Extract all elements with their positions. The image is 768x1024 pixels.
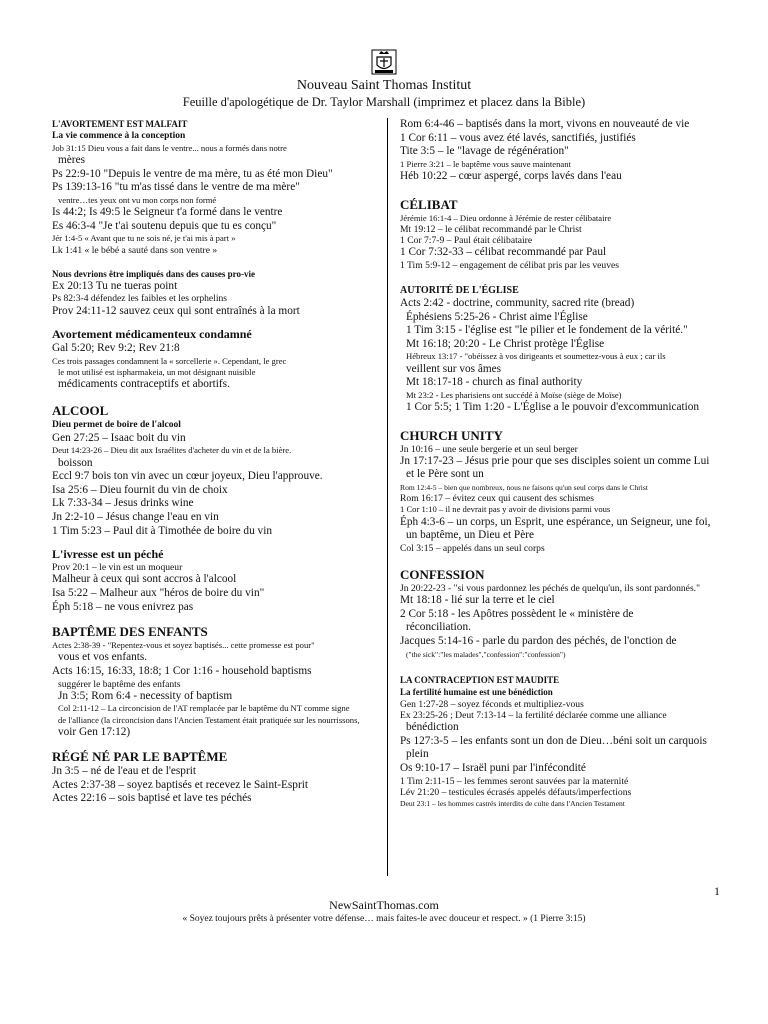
left-column <box>52 118 370 806</box>
verse-line: voir Gen 17:12) <box>58 725 131 738</box>
verse-line: Éphésiens 5:25-26 - Christ aime l'Église <box>406 310 588 323</box>
verse-line: 2 Cor 5:18 - les Apôtres possèdent le « ministère de <box>400 607 634 620</box>
verse-line: Rom 12:4-5 – bien que nombreux, nous ne faisons qu'un seul corps dans le Christ <box>400 482 648 492</box>
verse-line: mères <box>58 154 85 167</box>
verse-line: Es 46:3-4 "Je t'ai soutenu depuis que tu es conçu" <box>52 219 277 232</box>
verse-line: Deut 14:23-26 – Dieu dit aux Israélites d'acheter du vin et de la bière. <box>52 445 292 456</box>
verse-line: ventre…tes yeux ont vu mon corps non formé <box>58 194 217 205</box>
verse-line: Acts 16:15, 16:33, 18:8; 1 Cor 1:16 - household baptisms <box>52 664 312 677</box>
section-heading-drunkenness: L'ivresse est un péché <box>52 547 164 562</box>
document-title: Nouveau Saint Thomas Institut <box>296 78 472 93</box>
right-column <box>400 118 730 809</box>
verse-line: Actes 22:16 – sois baptisé et lave tes péchés <box>52 792 252 805</box>
seal-crest-icon <box>370 48 398 76</box>
verse-line: Lk 1:41 « le bébé a sauté dans son ventre » <box>52 244 218 256</box>
verse-line: et le Père sont un <box>406 468 484 481</box>
verse-line: Ces trois passages condamnent la « sorcellerie ». Cependant, le grec <box>52 355 287 366</box>
verse-line: 1 Cor 5:5; 1 Tim 1:20 - L'Église a le pouvoir d'excommunication <box>406 400 700 413</box>
verse-line: Prov 24:11-12 sauvez ceux qui sont entraînés à la mort <box>52 304 300 317</box>
verse-line: Jn 17:17-23 – Jésus prie pour que ses disciples soient un comme Lui <box>400 454 710 467</box>
verse-line: Os 9:10-17 – Israël puni par l'infécondité <box>400 761 586 774</box>
verse-line: bénédiction <box>406 721 459 734</box>
verse-line: Rom 6:4-46 – baptisés dans la mort, vivons en nouveauté de vie <box>400 118 690 130</box>
verse-line: Lk 7:33-34 – Jesus drinks wine <box>52 497 194 510</box>
verse-line: Jn 2:2-10 – Jésus change l'eau en vin <box>52 510 219 523</box>
verse-line: Actes 2:37-38 – soyez baptisés et recevez le Saint-Esprit <box>52 778 308 791</box>
verse-line: médicaments contraceptifs et abortifs. <box>58 378 230 391</box>
verse-line: 1 Cor 7:32-33 – célibat recommandé par Paul <box>400 246 607 259</box>
verse-line: un baptême, un Dieu et Père <box>406 529 534 542</box>
verse-line: Ex 20:13 Tu ne tueras point <box>52 279 178 292</box>
verse-line: Jn 20:22-23 - "si vous pardonnez les péchés de quelqu'un, ils sont pardonnés." <box>400 582 700 594</box>
verse-line: ("the sick":"les malades","confession":"confession") <box>406 649 566 659</box>
verse-line: Tite 3:5 – le "lavage de régénération" <box>400 145 569 158</box>
column-divider <box>387 118 388 876</box>
verse-line: Hébreux 13:17 - "obéissez à vos dirigeants et soumettez-vous à eux ; car ils <box>406 351 666 362</box>
verse-line: boisson <box>58 456 93 469</box>
verse-line: Col 2:11-12 – La circoncision de l'AT remplacée par le baptême du NT comme signe <box>58 703 350 714</box>
verse-line: Jérémie 16:1-4 – Dieu ordonne à Jérémie de rester célibataire <box>400 212 612 223</box>
verse-line: Deut 23:1 – les hommes castrés interdits de culte dans l'Ancien Testament <box>400 798 625 808</box>
verse-line: Mt 18:17-18 - church as final authority <box>406 376 583 389</box>
verse-line: suggérer le baptême des enfants <box>58 678 181 690</box>
footer-site-link[interactable]: NewSaintThomas.com <box>329 898 439 912</box>
verse-line: Ps 22:9-10 "Depuis le ventre de ma mère, tu as été mon Dieu" <box>52 167 333 180</box>
section-heading-celibacy: CÉLIBAT <box>400 196 458 212</box>
verse-line: 1 Tim 5:9-12 – engagement de célibat pris par les veuves <box>400 259 620 271</box>
verse-line: 1 Cor 7:7-9 – Paul était célibataire <box>400 234 533 246</box>
footer-quote: « Soyez toujours prêts à présenter votre défense… mais faites-le avec douceur et respect. » (1 Pierre 3:15) <box>182 914 586 924</box>
section-heading-alcohol: ALCOOL <box>52 402 109 418</box>
verse-line: Prov 20:1 – le vin est un moqueur <box>52 562 183 574</box>
verse-line: Mt 19:12 – le célibat recommandé par le Christ <box>400 223 582 235</box>
verse-line: de l'alliance (la circoncision dans l'Ancien Testament était pratiquée sur les nourrissons, <box>58 714 360 725</box>
page-header <box>0 48 768 110</box>
verse-line: Éph 4:3-6 – un corps, un Esprit, une espérance, un Seigneur, une foi, <box>400 515 711 528</box>
verse-line: Gen 1:27-28 – soyez féconds et multipliez-vous <box>400 698 584 710</box>
verse-line: Rom 16:17 – évitez ceux qui causent des schismes <box>400 493 594 505</box>
verse-line: Ps 82:3-4 défendez les faibles et les orphelins <box>52 293 228 305</box>
verse-line: Ps 127:3-5 – les enfants sont un don de Dieu…béni soit un carquois <box>400 734 707 747</box>
verse-line: Mt 18:18 - lié sur la terre et le ciel <box>400 594 555 607</box>
section-heading-pro-life: Nous devrions être impliqués dans des causes pro-vie <box>52 268 255 279</box>
subheading-alcohol-permitted: Dieu permet de boire de l'alcool <box>52 419 181 430</box>
verse-line: Isa 25:6 – Dieu fournit du vin de choix <box>52 483 228 496</box>
verse-line: 1 Tim 2:11-15 – les femmes seront sauvées par la maternité <box>400 775 629 787</box>
verse-line: 1 Cor 6:11 – vous avez été lavés, sanctifiés, justifiés <box>400 131 636 144</box>
section-heading-medical-abortion: Avortement médicamenteux condamné <box>52 327 252 342</box>
section-heading-regeneration: RÉGÉ NÉ PAR LE BAPTÊME <box>52 749 228 765</box>
verse-line: Malheur à ceux qui sont accros à l'alcool <box>52 573 237 586</box>
verse-line: Eccl 9:7 bois ton vin avec un cœur joyeux, Dieu l'approuve. <box>52 470 323 483</box>
verse-line: Col 3:15 – appelés dans un seul corps <box>400 542 545 554</box>
verse-line: Is 44:2; Is 49:5 le Seigneur t'a formé dans le ventre <box>52 206 283 219</box>
verse-line: plein <box>406 748 429 761</box>
section-heading-church-authority: AUTORITÉ DE L'ÉGLISE <box>400 284 519 296</box>
verse-line: Lév 21:20 – testicules écrasés appelés défauts/imperfections <box>400 786 632 798</box>
section-heading-contraception: LA CONTRACEPTION EST MAUDITE <box>400 674 560 685</box>
verse-line: Éph 5:18 – ne vous enivrez pas <box>52 600 194 613</box>
verse-line: 1 Pierre 3:21 – le baptême vous sauve maintenant <box>400 158 571 169</box>
verse-line: Ex 23:25-26 ; Deut 7:13-14 – la fertilité déclarée comme une alliance <box>400 709 667 721</box>
verse-line: Isa 5:22 – Malheur aux "héros de boire du vin" <box>52 586 265 599</box>
page-number: 1 <box>714 884 720 898</box>
section-heading-confession: CONFESSION <box>400 566 485 582</box>
verse-line: veillent sur vos âmes <box>406 362 502 375</box>
verse-line: Jacques 5:14-16 - parle du pardon des péchés, de l'onction de <box>400 634 677 647</box>
verse-line: Jn 3:5 – né de l'eau et de l'esprit <box>52 765 196 778</box>
verse-line: Actes 2:38-39 - "Repentez-vous et soyez baptisés... cette promesse est pour" <box>52 640 315 651</box>
verse-line: Gen 27:25 – Isaac boit du vin <box>52 431 186 444</box>
verse-line: 1 Tim 5:23 – Paul dit à Timothée de boire du vin <box>52 524 272 537</box>
verse-line: Gal 5:20; Rev 9:2; Rev 21:8 <box>52 342 180 355</box>
subheading-fertility-blessing: La fertilité humaine est une bénédiction <box>400 686 553 697</box>
document-subtitle: Feuille d'apologétique de Dr. Taylor Marshall (imprimez et placez dans la Bible) <box>182 95 586 109</box>
verse-line: Jn 10:16 – une seule bergerie et un seul berger <box>400 443 578 455</box>
section-heading-church-unity: CHURCH UNITY <box>400 427 503 443</box>
verse-line: vous et vos enfants. <box>58 651 148 664</box>
section-heading-infant-baptism: BAPTÊME DES ENFANTS <box>52 624 208 640</box>
verse-line: Jn 3:5; Rom 6:4 - necessity of baptism <box>58 689 233 702</box>
verse-line: réconciliation. <box>406 621 471 634</box>
verse-line: Mt 16:18; 20:20 - Le Christ protège l'Église <box>406 337 605 350</box>
verse-line: Jér 1:4-5 « Avant que tu ne sois né, je t'ai mis à part » <box>52 233 236 244</box>
verse-line: le mot utilisé est ispharmakeia, un mot désignant nuisible <box>58 366 256 377</box>
verse-line: Job 31:15 Dieu vous a fait dans le ventre... nous a formés dans notre <box>52 143 287 153</box>
verse-line: Héb 10:22 – cœur aspergé, corps lavés dans l'eau <box>400 169 622 182</box>
verse-line: 1 Tim 3:15 - l'église est "le pilier et le fondement de la vérité." <box>406 324 688 337</box>
verse-line: Mt 23:2 - Les pharisiens ont succédé à Moïse (siège de Moïse) <box>406 389 622 400</box>
verse-line: 1 Cor 1:10 – il ne devrait pas y avoir de divisions parmi vous <box>400 504 611 515</box>
subheading-life-begins: La vie commence à la conception <box>52 131 186 141</box>
section-heading-abortion: L'AVORTEMENT EST MALFAIT <box>52 119 188 129</box>
verse-line: Ps 139:13-16 "tu m'as tissé dans le ventre de ma mère" <box>52 181 300 194</box>
verse-line: Acts 2:42 - doctrine, community, sacred rite (bread) <box>400 296 635 309</box>
